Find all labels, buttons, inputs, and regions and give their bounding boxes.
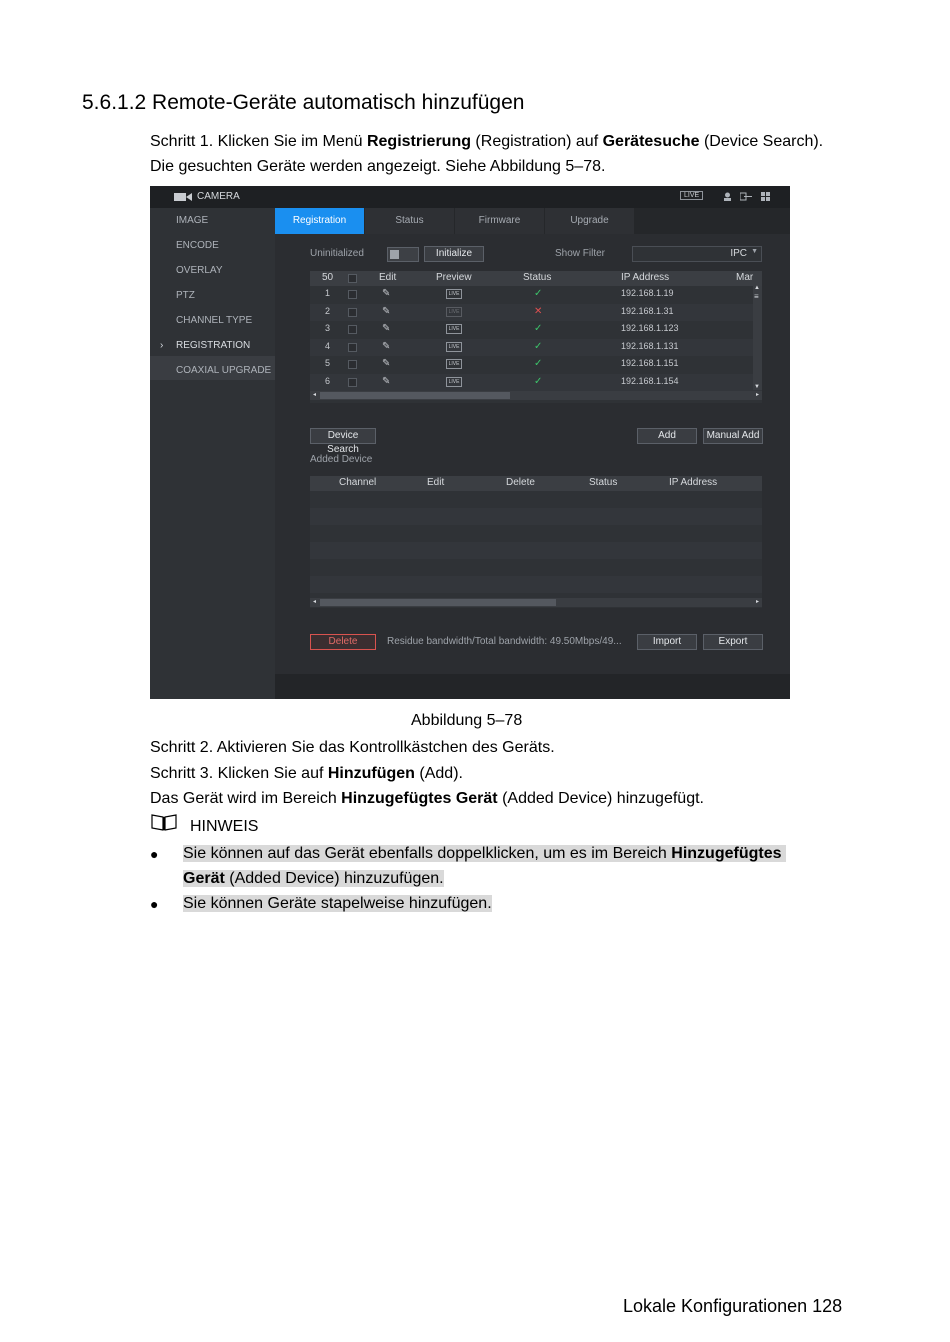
th-delete: Delete [506, 477, 535, 488]
th-added-ip: IP Address [669, 477, 718, 488]
initialize-button[interactable]: Initialize [424, 246, 484, 262]
filter-value: IPC [730, 248, 747, 259]
edit-pencil-icon[interactable]: ✎ [382, 288, 391, 299]
grid-icon[interactable] [761, 192, 770, 201]
result-bold: Hinzugefügtes Gerät [341, 790, 498, 807]
tab-firmware[interactable]: Firmware [455, 208, 544, 234]
device-search-table [310, 271, 762, 403]
th-edit: Edit [379, 272, 397, 283]
step3-prefix: Schritt 3. Klicken Sie auf [150, 765, 328, 782]
row-number: 1 [325, 288, 331, 298]
sidebar-item-channel-type[interactable]: CHANNEL TYPE [176, 315, 253, 326]
th-ip-address: IP Address [621, 272, 670, 283]
result-line [150, 789, 704, 809]
bottom-bar [275, 674, 790, 699]
row-checkbox[interactable] [348, 360, 357, 369]
tab-registration[interactable]: Registration [275, 208, 364, 234]
bullet-icon: ● [150, 846, 159, 862]
note-1-suffix: (Added Device) hinzuzufügen. [224, 870, 444, 887]
th-manufacturer: Mar [736, 272, 754, 283]
scroll-right-icon[interactable]: ▸ [755, 392, 759, 398]
step1-mid: (Registration) auf [470, 133, 603, 150]
ip-address: 192.168.1.19 [621, 288, 674, 298]
result-prefix: Das Gerät wird im Bereich [150, 790, 342, 807]
row-number: 3 [325, 323, 331, 333]
table-row[interactable] [310, 339, 762, 356]
step2: Schritt 2. Aktivieren Sie das Kontrollkästchen des Geräts. [150, 739, 555, 756]
empty-row [310, 491, 762, 508]
device-search-button[interactable]: Device Search [310, 428, 376, 444]
th-added-edit: Edit [427, 477, 445, 488]
scroll-thumb[interactable] [320, 392, 510, 399]
sidebar-item-registration[interactable]: REGISTRATION [176, 340, 251, 351]
toggle-knob [390, 250, 399, 259]
row-number: 2 [325, 305, 331, 316]
add-button[interactable]: Add [637, 428, 697, 444]
step1-bold-registration: Registrierung [366, 133, 471, 150]
added-device-label: Added Device [310, 454, 373, 465]
table-row[interactable] [310, 286, 762, 303]
edit-pencil-icon[interactable]: ✎ [382, 323, 391, 334]
note-2 [183, 894, 492, 914]
table-row[interactable] [310, 374, 762, 391]
chevron-down-icon: ▼ [751, 248, 758, 255]
edit-pencil-icon[interactable]: ✎ [382, 358, 391, 369]
tab-upgrade[interactable]: Upgrade [545, 208, 634, 234]
dvr-screenshot [150, 186, 790, 699]
scroll-right-icon[interactable]: ▸ [755, 599, 759, 605]
bullet-icon: ● [150, 896, 159, 912]
row-number: 5 [325, 358, 331, 368]
sidebar-item-encode[interactable]: ENCODE [176, 240, 219, 251]
camera-icon [174, 192, 192, 202]
step1-suffix: (Device Search). [699, 133, 824, 150]
added-horizontal-scrollbar[interactable] [310, 598, 762, 607]
user-icon[interactable] [723, 192, 732, 201]
live-badge[interactable]: LIVE [680, 191, 703, 200]
row-checkbox[interactable] [348, 325, 357, 334]
live-preview-icon[interactable]: LIVE [446, 324, 462, 334]
th-preview: Preview [436, 272, 472, 283]
th-count: 50 [322, 272, 334, 283]
row-checkbox[interactable] [348, 308, 357, 317]
live-preview-icon[interactable]: LIVE [446, 359, 462, 369]
edit-pencil-icon[interactable]: ✎ [382, 375, 391, 387]
vertical-scrollbar[interactable] [753, 286, 762, 390]
bandwidth-text: Residue bandwidth/Total bandwidth: 49.50Mbps/49... [387, 636, 622, 647]
device-table-header [310, 271, 762, 286]
scroll-handle-icon[interactable]: ≡ [754, 292, 759, 301]
step1-line2: Die gesuchten Geräte werden angezeigt. Siehe Abbildung 5–78. [150, 158, 606, 175]
horizontal-scrollbar[interactable] [310, 391, 762, 400]
note-1-prefix: Sie können auf das Gerät ebenfalls doppelklicken, um es im Bereich [183, 845, 672, 862]
scroll-left-icon[interactable]: ◂ [313, 392, 317, 398]
delete-button[interactable]: Delete [310, 634, 376, 650]
ip-address: 192.168.1.31 [621, 305, 674, 316]
row-checkbox[interactable] [348, 378, 357, 387]
th-added-status: Status [589, 477, 618, 488]
table-row[interactable] [310, 356, 762, 373]
row-number: 6 [325, 375, 331, 386]
added-table-header [310, 476, 762, 491]
ip-address: 192.168.1.151 [621, 358, 679, 368]
scroll-down-icon[interactable]: ▼ [754, 384, 760, 390]
row-checkbox[interactable] [348, 343, 357, 352]
ip-address: 192.168.1.123 [621, 323, 679, 333]
top-bar [150, 186, 790, 208]
live-preview-icon[interactable]: LIVE [446, 342, 462, 352]
sidebar-item-image[interactable]: IMAGE [176, 215, 209, 226]
check-icon: ✓ [534, 288, 543, 299]
logout-icon[interactable] [740, 192, 754, 201]
ip-address: 192.168.1.131 [621, 340, 679, 351]
tab-bar [275, 208, 790, 234]
page-footer: Lokale Konfigurationen 128 [623, 1296, 843, 1316]
edit-pencil-icon[interactable]: ✎ [382, 340, 391, 352]
scroll-left-icon[interactable]: ◂ [313, 599, 317, 605]
screen-title: CAMERA [197, 191, 240, 202]
scroll-thumb[interactable] [320, 599, 556, 606]
empty-row [310, 559, 762, 576]
step1-prefix: Schritt 1. Klicken Sie im Menü [150, 133, 367, 150]
note-1-line1 [183, 844, 786, 864]
live-preview-icon[interactable]: LIVE [446, 307, 462, 317]
section-heading: 5.6.1.2 Remote-Geräte automatisch hinzufügen [82, 91, 525, 114]
show-filter-label: Show Filter [555, 248, 606, 259]
row-number: 4 [325, 340, 331, 351]
table-row[interactable] [310, 321, 762, 338]
step3-suffix: (Add). [414, 765, 463, 782]
note-1-bold2: Gerät [183, 870, 225, 887]
step1-line1 [150, 132, 823, 152]
live-preview-icon[interactable]: LIVE [446, 289, 462, 299]
sidebar-item-ptz[interactable]: PTZ [176, 290, 195, 301]
th-channel: Channel [339, 477, 377, 488]
figure-caption: Abbildung 5–78 [411, 712, 523, 729]
note-1-line2 [183, 869, 444, 889]
registration-panel [275, 234, 790, 674]
note-1-bold: Hinzugefügtes [671, 845, 782, 862]
check-icon: ✓ [534, 375, 543, 387]
table-row[interactable] [310, 304, 762, 321]
export-button[interactable]: Export [703, 634, 763, 650]
uninitialized-toggle[interactable] [387, 247, 419, 262]
chevron-right-icon: › [160, 340, 164, 351]
sidebar-item-overlay[interactable]: OVERLAY [176, 265, 223, 276]
result-suffix: (Added Device) hinzugefügt. [497, 790, 704, 807]
cross-icon: ✕ [534, 305, 543, 317]
import-button[interactable]: Import [637, 634, 697, 650]
sidebar-item-coaxial-upgrade[interactable]: COAXIAL UPGRADE [176, 365, 272, 376]
th-status: Status [523, 272, 552, 283]
added-device-table [310, 476, 762, 608]
note-label: HINWEIS [190, 818, 259, 835]
check-icon: ✓ [534, 340, 543, 352]
step1-bold-search: Gerätesuche [602, 133, 700, 150]
empty-row [310, 508, 762, 525]
ip-address: 192.168.1.154 [621, 375, 679, 386]
row-checkbox[interactable] [348, 290, 357, 299]
book-icon [150, 812, 178, 832]
scroll-up-icon[interactable]: ▲ [754, 285, 760, 291]
check-icon: ✓ [534, 323, 543, 334]
live-preview-icon[interactable]: LIVE [446, 377, 462, 387]
empty-row [310, 525, 762, 542]
step3-bold: Hinzufügen [327, 765, 415, 782]
tab-status[interactable]: Status [365, 208, 454, 234]
uninitialized-label: Uninitialized [310, 248, 364, 259]
edit-pencil-icon[interactable]: ✎ [382, 305, 391, 317]
step3 [150, 764, 463, 784]
check-icon: ✓ [534, 358, 543, 369]
manual-add-button[interactable]: Manual Add [703, 428, 763, 444]
select-all-checkbox[interactable] [348, 274, 357, 283]
filter-select[interactable] [632, 246, 762, 262]
empty-row [310, 576, 762, 593]
note-2-text: Sie können Geräte stapelweise hinzufügen. [183, 895, 492, 912]
empty-row [310, 542, 762, 559]
sidebar [150, 208, 275, 699]
